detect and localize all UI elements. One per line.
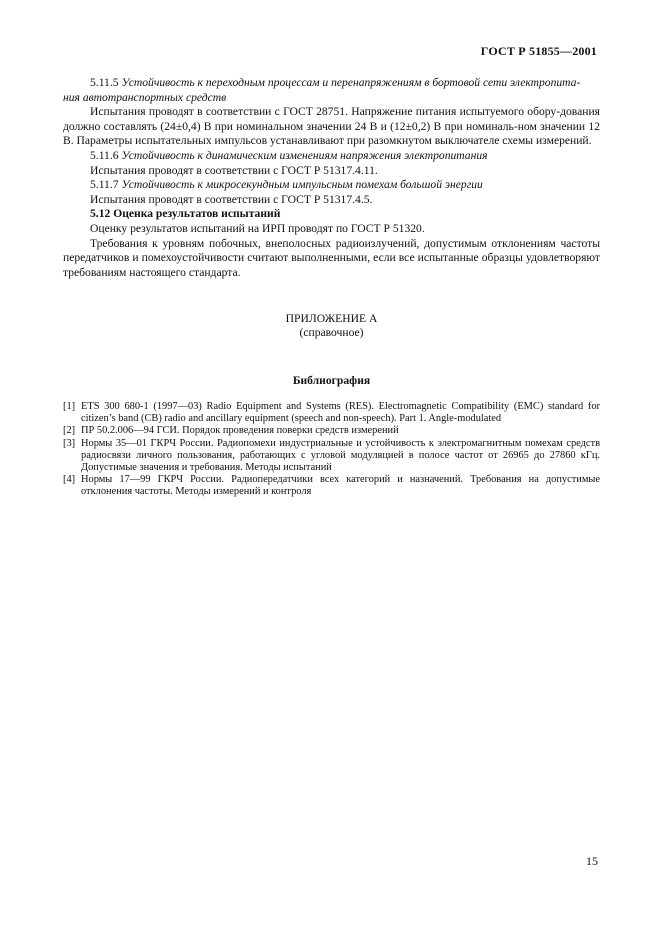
appendix-title: ПРИЛОЖЕНИЕ А xyxy=(285,312,378,325)
appendix-heading xyxy=(63,312,600,340)
bibliography-item xyxy=(63,438,600,475)
section-5-11-6-text: Испытания проводят в соответствии с ГОСТ Р 51317.4.11. xyxy=(90,163,378,177)
section-5-11-5-title xyxy=(63,76,600,91)
section-5-11-7-text: Испытания проводят в соответствии с ГОСТ Р 51317.4.5. xyxy=(90,192,373,206)
bibliography-item xyxy=(63,425,600,437)
section-5-11-6-title xyxy=(63,149,600,164)
bibliography-item-text: Нормы 17—99 ГКРЧ России. Радиопередатчики всех категорий и назначений. Требования на допустимые отклонения частоты. Методы измерений и контроля xyxy=(81,474,600,498)
bibliography-item-number: [3] xyxy=(63,437,76,449)
bibliography-item-number: [2] xyxy=(63,425,76,437)
bibliography-item xyxy=(63,401,600,425)
bibliography-item-number: [4] xyxy=(63,474,76,486)
bibliography-item xyxy=(63,474,600,498)
section-title: Устойчивость к микросекундным импульсным помехам большой энергии xyxy=(121,178,483,192)
section-title: Устойчивость к динамическим изменениям напряжения электропитания xyxy=(121,148,488,162)
main-body xyxy=(63,76,600,280)
appendix-subtitle: (справочное) xyxy=(299,326,364,339)
section-number: 5.11.5 xyxy=(90,76,119,89)
section-5-11-5-title-cont: ния автотранспортных средств xyxy=(63,90,227,104)
page-number: 15 xyxy=(586,854,598,868)
section-number: 5.11.6 xyxy=(90,148,119,162)
section-5-11-7-title xyxy=(63,178,600,193)
bibliography-list xyxy=(63,401,600,499)
section-5-12-text-2: Требования к уровням побочных, внеполосных радиоизлучений, допустимым отклонениям частоты передатчиков и помехоустойчивости считают выполненными, если все испытанные образцы удовлетворяют требованиям настоящего стандарта. xyxy=(63,236,600,279)
section-5-12-heading: 5.12 Оценка результатов испытаний xyxy=(90,207,281,221)
bibliography-item-number: [1] xyxy=(63,401,76,412)
page-header-standard-id: ГОСТ Р 51855—2001 xyxy=(480,44,597,58)
section-title: Устойчивость к переходным процессам и перенапряжениям в бортовой сети электропита- xyxy=(121,76,581,89)
bibliography-item-text: ETS 300 680-1 (1997—03) Radio Equipment and Systems (RES). Electromagnetic Compatibility (EMC) standard for citizen’s band (CB) radio and ancillary equipment (speech and non-speech). Part 1. Angle-modulated xyxy=(81,401,600,425)
bibliography-title: Библиография xyxy=(292,374,371,387)
section-5-11-5-text: Испытания проводят в соответствии с ГОСТ 28751. Напряжение питания испытуемого обору-дования должно составлять (24±0,4) В при номинальном значении 24 В и (12±0,2) В при номиналь-ном значении 12 В. Параметры испытательных импульсов устанавливают при разомкнутом выключателе схемы измерений. xyxy=(63,105,600,148)
bibliography-item-text: ПР 50.2.006—94 ГСИ. Порядок проведения поверки средств измерений xyxy=(81,425,399,437)
bibliography-item-text: Нормы 35—01 ГКРЧ России. Радиопомехи индустриальные и устойчивость к электромагнитным помехам средств радиосвязи личного пользования, работающих с угловой модуляцией в полосе частот от 26965 до 27860 кГц. Допустимые значения и требования. Методы испытаний xyxy=(81,437,600,474)
section-5-12-text-1: Оценку результатов испытаний на ИРП проводят по ГОСТ Р 51320. xyxy=(90,221,425,235)
section-number: 5.11.7 xyxy=(90,178,119,192)
